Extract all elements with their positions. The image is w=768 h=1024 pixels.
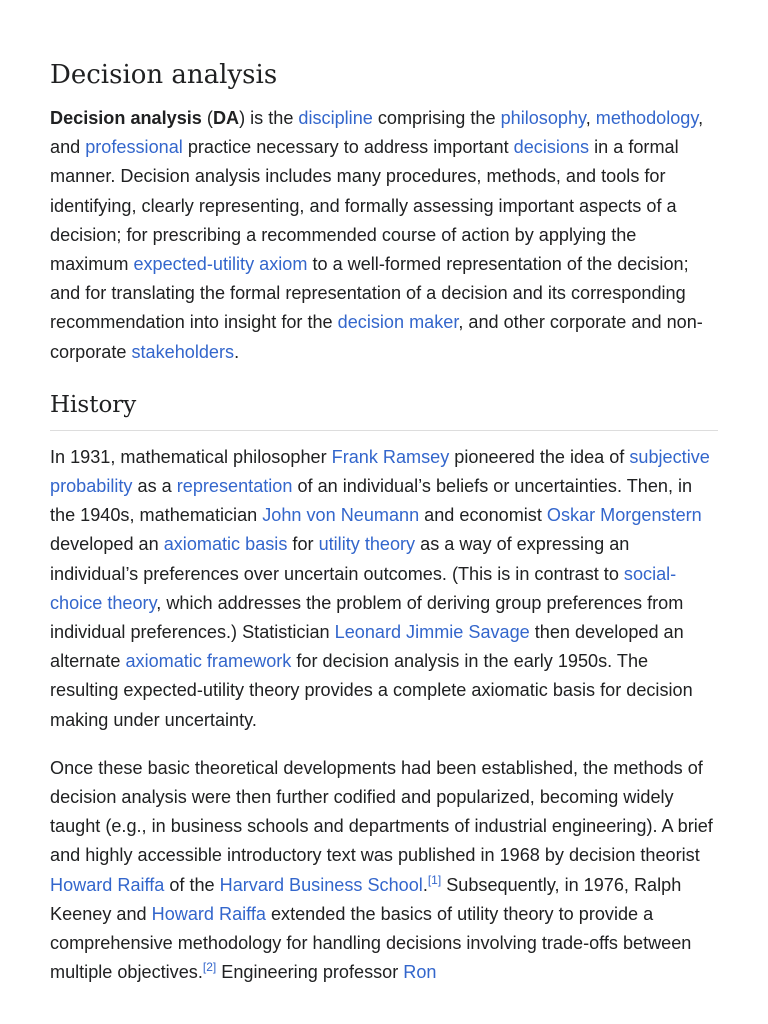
link-subjective-probability[interactable]: subjective probability	[50, 446, 710, 497]
lead-text: to a well-formed representation of the decision; and for translating the formal representation of a decision and its corresponding recommendation into insight for the	[50, 254, 689, 333]
body-text: then developed an alternate	[50, 622, 684, 672]
lead-text: (	[201, 108, 213, 128]
section-heading-history[interactable]: History	[50, 389, 718, 431]
link-stakeholders[interactable]: stakeholders	[131, 341, 235, 362]
body-text: developed an	[50, 534, 164, 555]
link-axiomatic-basis[interactable]: axiomatic basis	[163, 534, 288, 555]
link-leonard-jimmie-savage[interactable]: Leonard Jimmie Savage	[334, 622, 530, 643]
link-oskar-morgenstern[interactable]: Oskar Morgenstern	[546, 505, 702, 526]
body-text: for decision analysis in the early 1950s. The resulting expected-utility theory provides a complete axiomatic basis for decision making under uncertainty.	[50, 651, 693, 730]
history-paragraph-1	[50, 443, 718, 735]
link-expected-utility-axiom[interactable]: expected-utility axiom	[133, 254, 308, 275]
link-harvard-business-school[interactable]: Harvard Business School	[219, 874, 423, 895]
body-text: Once these basic theoretical developments had been established, the methods of decision analysis were then further codified and popularized, becoming widely taught (e.g., in business schools and departments of industrial engineering). A brief and highly accessible introductory text was published in 1968 by decision theorist	[50, 757, 713, 866]
link-decisions[interactable]: decisions	[513, 137, 590, 158]
link-axiomatic-framework[interactable]: axiomatic framework	[125, 651, 292, 672]
body-text: of the	[164, 874, 220, 895]
link-utility-theory[interactable]: utility theory	[318, 534, 416, 555]
lead-text: comprising the	[372, 108, 501, 128]
link-methodology[interactable]: methodology	[595, 108, 699, 128]
page-title: Decision analysis	[50, 60, 278, 90]
body-text: as a	[132, 476, 177, 497]
body-text: and economist	[419, 505, 547, 526]
reference-2	[203, 960, 216, 974]
body-text: In 1931, mathematical philosopher	[50, 446, 332, 467]
link-representation[interactable]: representation	[176, 476, 293, 497]
lead-text: in a formal manner. Decision analysis includes many procedures, methods, and tools for identifying, clearly representing, and formally assessing important aspects of a decision; for prescribing a recommended course of action by applying the maximum	[50, 137, 679, 275]
body-text: extended the basics of utility theory to provide a comprehensive methodology for handling decisions involving trade-offs between multiple objectives.	[50, 903, 692, 983]
lead-text: .	[234, 341, 240, 362]
reference-1	[428, 873, 441, 887]
body-text: Engineering professor	[216, 962, 404, 983]
reference-link-2[interactable]: [2]	[202, 960, 217, 975]
lead-text: practice necessary to address important	[182, 137, 514, 158]
link-professional[interactable]: professional	[85, 137, 183, 158]
link-howard-raiffa[interactable]: Howard Raiffa	[50, 874, 165, 895]
lead-text: ,	[585, 108, 596, 128]
abbreviation: DA	[212, 108, 240, 128]
link-discipline[interactable]: discipline	[298, 108, 373, 128]
lead-text: , and other corporate and non-corporate	[50, 312, 703, 362]
link-social-choice-theory[interactable]: social-choice theory	[50, 563, 677, 613]
history-paragraph-2	[50, 754, 718, 988]
body-text: pioneered the idea of	[449, 446, 630, 467]
lead-paragraph	[50, 104, 718, 367]
link-ron[interactable]: Ron	[403, 962, 437, 983]
lead-text: ) is the	[239, 108, 299, 128]
body-text: Subsequently, in 1976, Ralph Keeney and	[50, 874, 682, 924]
link-philosophy[interactable]: philosophy	[500, 108, 586, 128]
lead-text: , and	[50, 108, 704, 158]
link-frank-ramsey[interactable]: Frank Ramsey	[331, 446, 450, 467]
body-text: for	[287, 534, 319, 555]
bold-term: Decision analysis	[50, 108, 202, 128]
reference-link-1[interactable]: [1]	[427, 872, 442, 887]
body-text: , which addresses the problem of deriving group preferences from individual preferences.) Statistician	[50, 592, 684, 643]
body-text: of an individual’s beliefs or uncertainties. Then, in the 1940s, mathematician	[50, 476, 693, 526]
link-john-von-neumann[interactable]: John von Neumann	[262, 505, 420, 526]
link-howard-raiffa[interactable]: Howard Raiffa	[151, 903, 266, 924]
body-text: as a way of expressing an individual’s preferences over uncertain outcomes. (This is in contrast to	[50, 534, 630, 584]
link-decision-maker[interactable]: decision maker	[337, 312, 459, 333]
body-text: .	[422, 874, 428, 895]
